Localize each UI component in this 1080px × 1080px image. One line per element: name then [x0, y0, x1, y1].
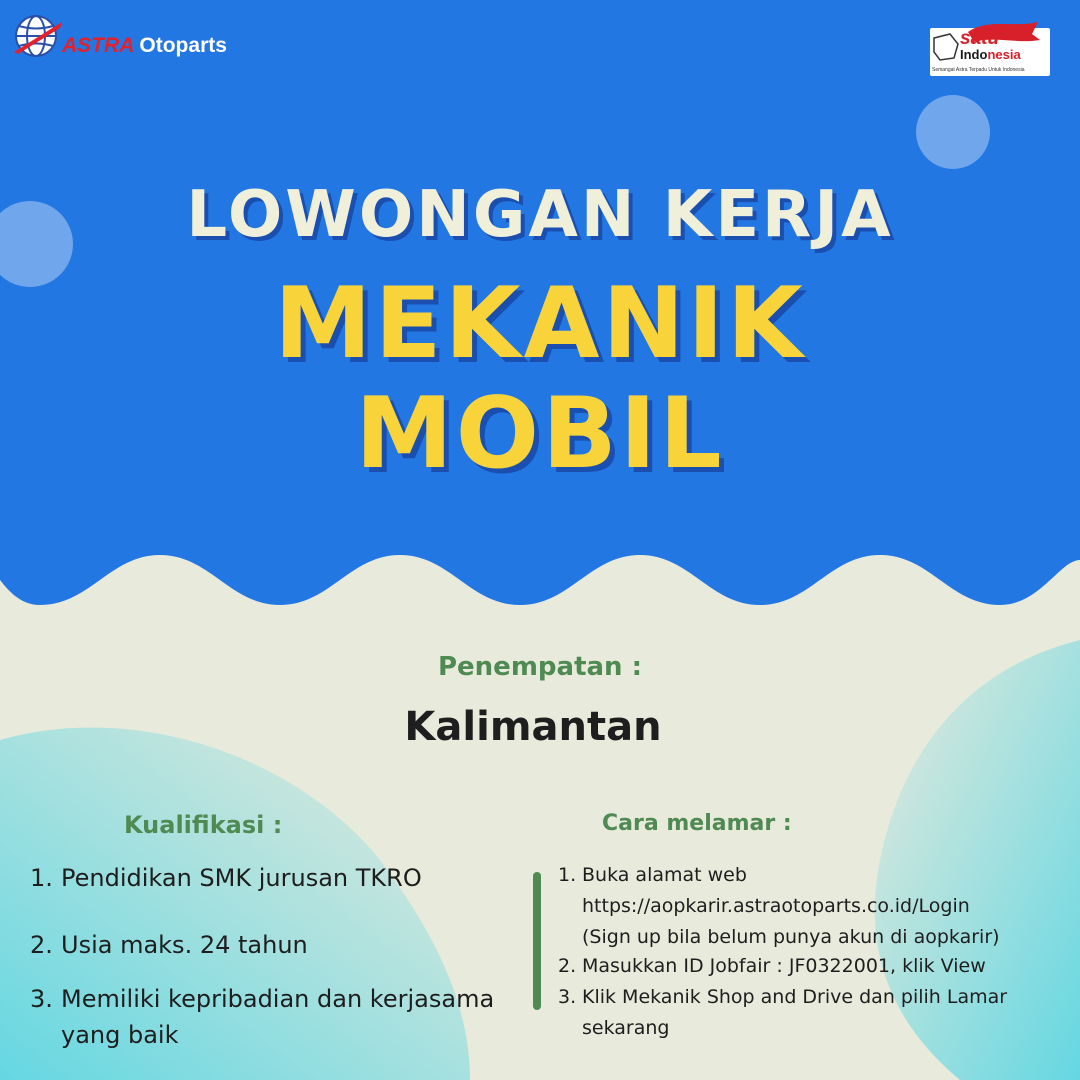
astra-brand-text: ASTRA	[62, 34, 134, 57]
qualifications-heading: Kualifikasi :	[124, 811, 283, 839]
item-text: Memiliki kepribadian dan kerjasama yang baik	[61, 985, 495, 1049]
apply-step	[558, 860, 1078, 953]
placement-value: Kalimantan	[404, 704, 662, 750]
satu-tagline: Semangat Astra Terpadu Untuk Indonesia	[932, 67, 1025, 73]
step-text: Masukkan ID Jobfair : JF0322001, klik View	[582, 955, 986, 977]
indonesia-word	[960, 48, 1050, 61]
step-text: Buka alamat web https://aopkarir.astraotoparts.co.id/Login (Sign up bila belum punya akun di aopkarir)	[582, 864, 1000, 948]
satu-indonesia-wordmark	[960, 30, 1050, 61]
step-number: 3.	[558, 986, 577, 1008]
step-text: Klik Mekanik Shop and Drive dan pilih Lamar sekarang	[582, 986, 1008, 1039]
indo-part: Indo	[960, 47, 988, 62]
qualification-item	[30, 927, 530, 963]
globe-icon	[14, 14, 62, 62]
item-text: Pendidikan SMK jurusan TKRO	[61, 864, 422, 892]
how-to-apply-heading: Cara melamar :	[602, 811, 792, 836]
decor-circle-right	[916, 95, 990, 169]
astra-otoparts-logo	[14, 14, 254, 64]
otoparts-text: Otoparts	[139, 34, 227, 57]
apply-step	[558, 982, 1078, 1044]
item-text: Usia maks. 24 tahun	[61, 931, 308, 959]
headline-line-1: LOWONGAN KERJA	[186, 178, 894, 252]
item-number: 1.	[30, 864, 53, 892]
satu-word: satu	[960, 28, 1000, 49]
step-number: 1.	[558, 864, 577, 886]
headline-line-2: MEKANIK	[274, 267, 806, 381]
qualification-item	[30, 981, 530, 1053]
placement-label: Penempatan :	[437, 652, 642, 682]
nesia-part: nesia	[987, 47, 1021, 62]
headline-line-3: MOBIL	[355, 377, 725, 491]
qualification-item	[30, 860, 530, 896]
step-number: 2.	[558, 955, 577, 977]
apply-step	[558, 951, 1078, 982]
column-divider	[533, 872, 541, 1010]
item-number: 3.	[30, 985, 53, 1013]
item-number: 2.	[30, 931, 53, 959]
